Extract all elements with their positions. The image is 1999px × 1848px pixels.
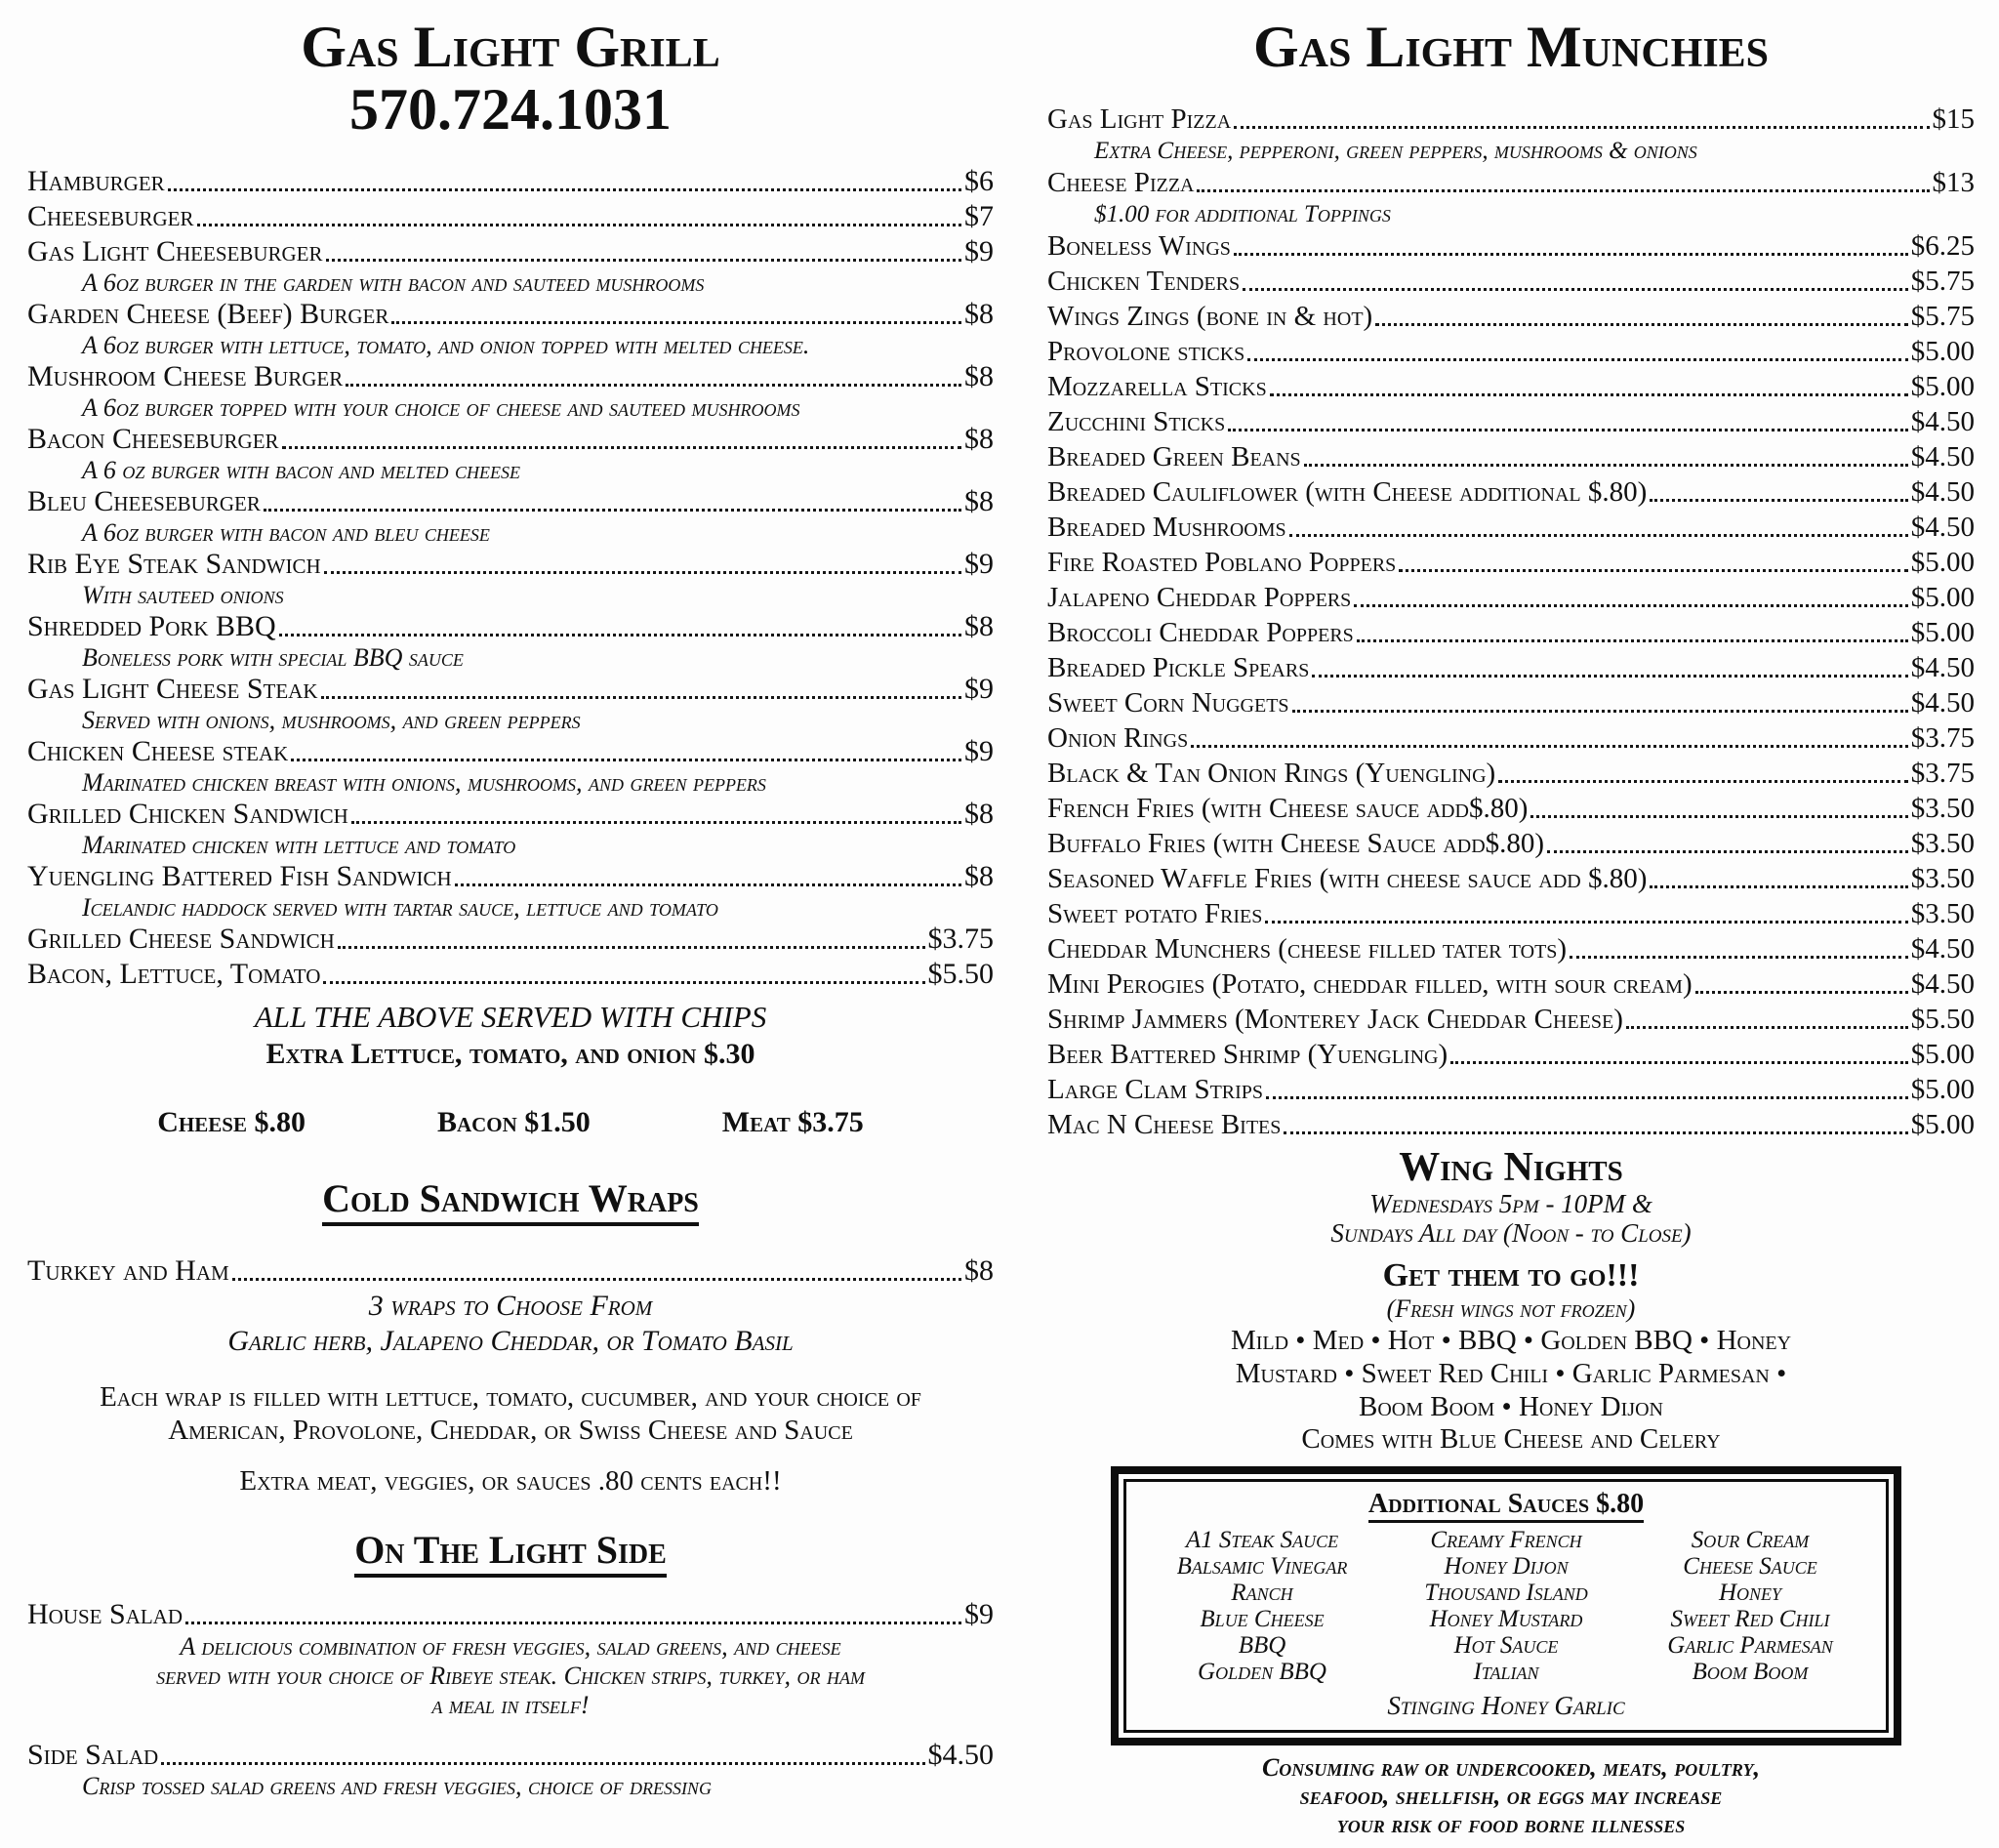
dot-leader [326,259,961,262]
item-price: $8 [964,485,994,517]
item-price: $8 [964,610,994,642]
item-description: Icelandic haddock served with tartar sauce, lettuce and tomato [82,893,718,922]
item-price: $4.50 [1910,476,1975,508]
dot-leader [1284,1131,1907,1134]
item-name: Grilled Cheese Sandwich [27,923,335,955]
menu-item [27,547,994,582]
item-name: Seasoned Waffle Fries (with cheese sauce add $.80) [1047,863,1648,894]
sauce-item: Cheese Sauce [1683,1553,1817,1580]
menu-item [1047,474,1975,510]
additional-sauces-box [1111,1466,1901,1745]
menu-item [27,859,994,894]
item-price: $4.50 [927,1739,994,1771]
item-price: $3.75 [1910,722,1975,754]
item-name: Turkey and Ham [27,1254,229,1287]
item-name: Grilled Chicken Sandwich [27,798,348,830]
sauce-item: Italian [1473,1659,1539,1685]
menu-item [1047,966,1975,1002]
menu-item [1047,826,1975,861]
item-price: $6.25 [1910,230,1975,262]
dot-leader [1234,253,1908,256]
item-description: A 6oz burger topped with your choice of cheese and sauteed mushrooms [82,393,800,422]
item-name: Mozzarella Sticks [1047,371,1267,402]
wraps-extra-line: Extra meat, veggies, or sauces .80 cents each!! [239,1465,782,1497]
item-price: $9 [964,673,994,705]
item-name: Side Salad [27,1739,159,1771]
item-name: Cheese Pizza [1047,167,1195,198]
dot-leader [346,384,961,387]
dot-leader [1399,569,1907,572]
sauce-item: Hot Sauce [1453,1632,1559,1659]
item-description: A 6oz burger with lettuce, tomato, and onion topped with melted cheese. [82,331,810,359]
sauce-item: Sweet Red Chili [1670,1606,1830,1632]
item-price: $5.00 [1910,336,1975,367]
dot-leader [324,571,961,574]
item-description: Served with onions, mushrooms, and green peppers [82,706,581,734]
item-name: Mushroom Cheese Burger [27,360,344,392]
sauce-column-3 [1628,1527,1872,1685]
item-price: $8 [964,860,994,892]
wing-flavors-line-3: Boom Boom • Honey Dijon [1359,1391,1663,1422]
menu-item [27,957,994,992]
wing-nights-line-2: Sundays All day (Noon - to Close) [1330,1218,1692,1248]
munchies-title: Gas Light Munchies [1252,15,1770,79]
menu-item [1047,1037,1975,1072]
addon-prices-row [27,1105,994,1140]
cold-sandwich-wraps-heading: Cold Sandwich Wraps [27,1175,994,1222]
sauce-item: Creamy French [1430,1527,1582,1553]
grill-item-list [27,164,994,992]
menu-item [27,199,994,234]
item-name: Bacon Cheeseburger [27,423,279,455]
dot-leader [232,1278,961,1281]
dot-leader [291,759,961,761]
item-name: French Fries (with Cheese sauce add$.80) [1047,793,1529,824]
sauce-footer-item: Stinging Honey Garlic [1387,1691,1625,1720]
item-name: Black & Tan Onion Rings (Yuengling) [1047,758,1496,789]
item-name: Shrimp Jammers (Monterey Jack Cheddar Cheese) [1047,1004,1623,1035]
addon-bacon: Bacon $1.50 [436,1106,591,1138]
item-description: $1.00 for additional Toppings [1094,201,1391,227]
dot-leader [1228,429,1908,431]
menu-item [27,609,994,644]
sauce-item: Honey Mustard [1429,1606,1583,1632]
wraps-choose-line: 3 wraps to Choose From [368,1290,653,1322]
dot-leader [1570,956,1908,959]
menu-item [27,734,994,769]
menu-item [1047,1002,1975,1037]
sauce-item: Sour Cream [1691,1527,1810,1553]
item-name: Zucchini Sticks [1047,406,1226,437]
dot-leader [323,981,924,984]
sauce-item: Thousand Island [1424,1580,1588,1606]
dot-leader [1243,288,1908,291]
sauce-item: Honey [1718,1580,1782,1606]
dot-leader [185,1622,961,1624]
menu-item [1047,650,1975,685]
menu-item [1047,756,1975,791]
item-price: $4.50 [1910,933,1975,965]
dot-leader [1234,126,1929,129]
menu-item [1047,228,1975,264]
grill-title: Gas Light Grill [301,15,720,79]
dot-leader [1530,815,1907,818]
sauce-item: BBQ [1238,1632,1286,1659]
item-price: $9 [964,1598,994,1630]
sauce-item: Honey Dijon [1444,1553,1569,1580]
dot-leader [1265,921,1907,924]
item-price: $15 [1932,103,1975,135]
additional-sauces-heading: Additional Sauces $.80 [1140,1490,1872,1519]
item-price: $7 [964,200,994,232]
item-price: $5.00 [1910,1074,1975,1105]
item-name: Hamburger [27,165,165,197]
dot-leader [1292,710,1908,713]
item-price: $13 [1932,167,1975,198]
menu-item [1047,720,1975,756]
item-price: $4.50 [1910,512,1975,543]
item-price: $5.50 [927,958,994,990]
menu-item [27,1597,994,1632]
dot-leader [1650,885,1907,888]
item-price: $3.75 [1910,758,1975,789]
item-price: $3.75 [927,923,994,955]
sauce-item: Blue Cheese [1200,1606,1325,1632]
menu-item [1047,404,1975,439]
item-description: With sauteed onions [82,581,284,609]
item-price: $4.50 [1910,406,1975,437]
item-name: Breaded Mushrooms [1047,512,1286,543]
menu-item [1047,791,1975,826]
item-price: $8 [964,298,994,330]
dot-leader [197,224,961,226]
item-name: Large Clam Strips [1047,1074,1264,1105]
dot-leader [1375,323,1908,326]
menu-item [1047,264,1975,299]
menu-item [27,797,994,832]
dot-leader [391,321,961,324]
item-price: $3.50 [1910,863,1975,894]
item-name: Yuengling Battered Fish Sandwich [27,860,452,892]
item-name: Wings Zings (bone in & hot) [1047,301,1373,332]
sauce-item: Balsamic Vinegar [1176,1553,1348,1580]
item-price: $5.00 [1910,1109,1975,1140]
wraps-flavors-line: Garlic herb, Jalapeno Cheddar, or Tomato Basil [227,1325,794,1357]
wraps-filling-line-1: Each wrap is filled with lettuce, tomato, cucumber, and your choice of [100,1381,921,1413]
house-salad-desc-line-1: A delicious combination of fresh veggies, salad greens, and cheese [180,1632,841,1661]
dot-leader [321,696,962,699]
menu-item [27,672,994,707]
item-description: Boneless pork with special BBQ sauce [82,643,464,672]
item-name: Cheeseburger [27,200,194,232]
item-name: Fire Roasted Poblano Poppers [1047,547,1397,578]
item-description: A 6 oz burger with bacon and melted cheese [82,456,521,484]
dot-leader [1304,464,1908,467]
item-price: $8 [964,360,994,392]
menu-item [27,484,994,519]
menu-item [27,1738,994,1773]
menu-item [1047,510,1975,545]
house-salad-desc-line-3: a meal in itself! [431,1691,590,1719]
item-name: Broccoli Cheddar Poppers [1047,617,1354,648]
item-price: $9 [964,548,994,580]
menu-item [1047,896,1975,931]
item-name: Gas Light Pizza [1047,103,1232,135]
dot-leader [1289,534,1908,537]
menu-item [1047,165,1975,200]
dot-leader [1357,639,1908,642]
wing-nights-line-1: Wednesdays 5pm - 10PM & [1369,1189,1652,1218]
item-price: $6 [964,165,994,197]
wing-nights-heading: Wing Nights [1399,1145,1623,1190]
item-price: $5.00 [1910,547,1975,578]
dot-leader [1547,850,1908,853]
menu-item [27,922,994,957]
grill-column [27,16,994,1848]
dot-leader [1498,780,1908,783]
item-price: $9 [964,735,994,767]
item-name: Chicken Cheese steak [27,735,289,767]
menu-item [1047,369,1975,404]
dot-leader [161,1762,924,1765]
sauce-column-2 [1384,1527,1628,1685]
item-name: Chicken Tenders [1047,266,1241,297]
menu-item [1047,615,1975,650]
menu-item [1047,299,1975,334]
sauce-item: A1 Steak Sauce [1185,1527,1339,1553]
item-price: $3.50 [1910,898,1975,929]
sauce-column-1 [1140,1527,1384,1685]
item-name: Sweet Corn Nuggets [1047,687,1289,719]
munchies-column [1047,16,1975,1848]
dot-leader [1650,499,1907,502]
item-name: House Salad [27,1598,184,1630]
served-with-chips-note: ALL THE ABOVE SERVED WITH CHIPS [254,1000,767,1034]
item-price: $5.50 [1910,1004,1975,1035]
item-name: Shredded Pork BBQ [27,610,276,642]
item-name: Beer Battered Shrimp (Yuengling) [1047,1039,1448,1070]
disclaimer-line-2: seafood, shellfish, or eggs may increase [1299,1782,1723,1810]
item-description: A 6oz burger with bacon and bleu cheese [82,518,490,547]
item-name: Rib Eye Steak Sandwich [27,548,321,580]
dot-leader [1450,1061,1908,1064]
menu-item [1047,861,1975,896]
menu-item [27,297,994,332]
dot-leader [1266,1096,1908,1099]
dot-leader [351,821,961,824]
menu-item [27,422,994,457]
get-them-to-go-heading: Get them to go!!! [1382,1257,1640,1294]
sauce-item: Ranch [1231,1580,1293,1606]
addon-meat: Meat $3.75 [721,1106,864,1138]
wing-flavors-line-1: Mild • Med • Hot • BBQ • Golden BBQ • Honey [1230,1325,1792,1356]
sauce-item: Garlic Parmesan [1667,1632,1833,1659]
item-price: $5.75 [1910,301,1975,332]
item-price: $5.00 [1910,582,1975,613]
item-price: $3.50 [1910,828,1975,859]
dot-leader [455,883,961,886]
item-name: Mac N Cheese Bites [1047,1109,1282,1140]
item-price: $3.50 [1910,793,1975,824]
item-description: Extra Cheese, pepperoni, green peppers, mushrooms & onions [1094,138,1697,164]
sauce-item: Boom Boom [1692,1659,1809,1685]
dot-leader [282,446,961,449]
menu-item [1047,439,1975,474]
on-the-light-side-heading: On The Light Side [27,1527,994,1574]
menu-item [27,164,994,199]
dot-leader [1312,675,1907,678]
item-name: Breaded Green Beans [1047,441,1301,472]
disclaimer-line-3: your risk of food borne illnesses [1336,1810,1686,1838]
dot-leader [279,634,961,637]
item-name: Gas Light Cheeseburger [27,235,323,267]
wraps-filling-line-2: American, Provolone, Cheddar, or Swiss Cheese and Sauce [168,1415,853,1446]
grill-phone-number: 570.724.1031 [349,77,672,142]
item-price: $8 [964,798,994,830]
item-price: $5.00 [1910,1039,1975,1070]
item-name: Bacon, Lettuce, Tomato [27,958,321,990]
item-name: Provolone sticks [1047,336,1245,367]
menu-item [1047,580,1975,615]
item-price: $8 [964,1254,994,1287]
dot-leader [1695,991,1908,994]
extra-toppings-note: Extra Lettuce, tomato, and onion $.30 [265,1038,755,1070]
item-price: $4.50 [1910,652,1975,683]
dot-leader [1247,358,1907,361]
menu-item [1047,102,1975,137]
munchies-item-list [1047,102,1975,1142]
comes-with-note: Comes with Blue Cheese and Celery [1301,1423,1721,1455]
sauce-item: Golden BBQ [1198,1659,1326,1685]
house-salad-desc-line-2: served with your choice of Ribeye steak. Chicken strips, turkey, or ham [156,1662,865,1690]
dot-leader [1354,604,1907,607]
menu-item [1047,931,1975,966]
menu-item [1047,545,1975,580]
dot-leader [1626,1026,1908,1029]
dot-leader [264,509,961,512]
item-price: $4.50 [1910,687,1975,719]
item-price: $5.00 [1910,371,1975,402]
fresh-wings-note: (Fresh wings not frozen) [1386,1294,1636,1323]
item-name: Gas Light Cheese Steak [27,673,318,705]
food-safety-disclaimer [1047,1753,1975,1838]
item-name: Breaded Cauliflower (with Cheese additional $.80) [1047,476,1648,508]
menu-item [27,1253,994,1289]
item-name: Sweet potato Fries [1047,898,1263,929]
menu-item [1047,685,1975,720]
addon-cheese: Cheese $.80 [157,1106,306,1138]
wing-flavors-line-2: Mustard • Sweet Red Chili • Garlic Parmesan • [1235,1358,1787,1389]
dot-leader [338,946,925,949]
menu-item [27,359,994,394]
dot-leader [1270,393,1908,396]
item-description: A 6oz burger in the garden with bacon and sauteed mushrooms [82,268,705,297]
menu-item [1047,1107,1975,1142]
additional-sauces-box-inner [1123,1479,1889,1733]
item-name: Onion Rings [1047,722,1189,754]
menu-item [27,234,994,269]
disclaimer-line-1: Consuming raw or undercooked, meats, poultry, [1261,1753,1761,1782]
item-price: $4.50 [1910,441,1975,472]
menu-item [1047,334,1975,369]
dot-leader [1191,745,1908,748]
item-name: Breaded Pickle Spears [1047,652,1310,683]
item-name: Bleu Cheeseburger [27,485,261,517]
item-name: Mini Perogies (Potato, cheddar filled, with sour cream) [1047,968,1693,1000]
item-name: Garden Cheese (Beef) Burger [27,298,389,330]
dot-leader [1197,189,1929,192]
item-name: Buffalo Fries (with Cheese Sauce add$.80) [1047,828,1545,859]
item-price: $4.50 [1910,968,1975,1000]
item-price: $5.75 [1910,266,1975,297]
item-name: Cheddar Munchers (cheese filled tater tots) [1047,933,1568,965]
item-description: Marinated chicken breast with onions, mushrooms, and green peppers [82,768,766,797]
side-salad-desc: Crisp tossed salad greens and fresh veggies, choice of dressing [82,1772,712,1800]
sauce-grid [1140,1527,1872,1685]
item-name: Jalapeno Cheddar Poppers [1047,582,1352,613]
dot-leader [168,188,961,191]
item-price: $8 [964,423,994,455]
item-price: $5.00 [1910,617,1975,648]
item-name: Boneless Wings [1047,230,1231,262]
menu-item [1047,1072,1975,1107]
item-description: Marinated chicken with lettuce and tomato [82,831,516,859]
item-price: $9 [964,235,994,267]
